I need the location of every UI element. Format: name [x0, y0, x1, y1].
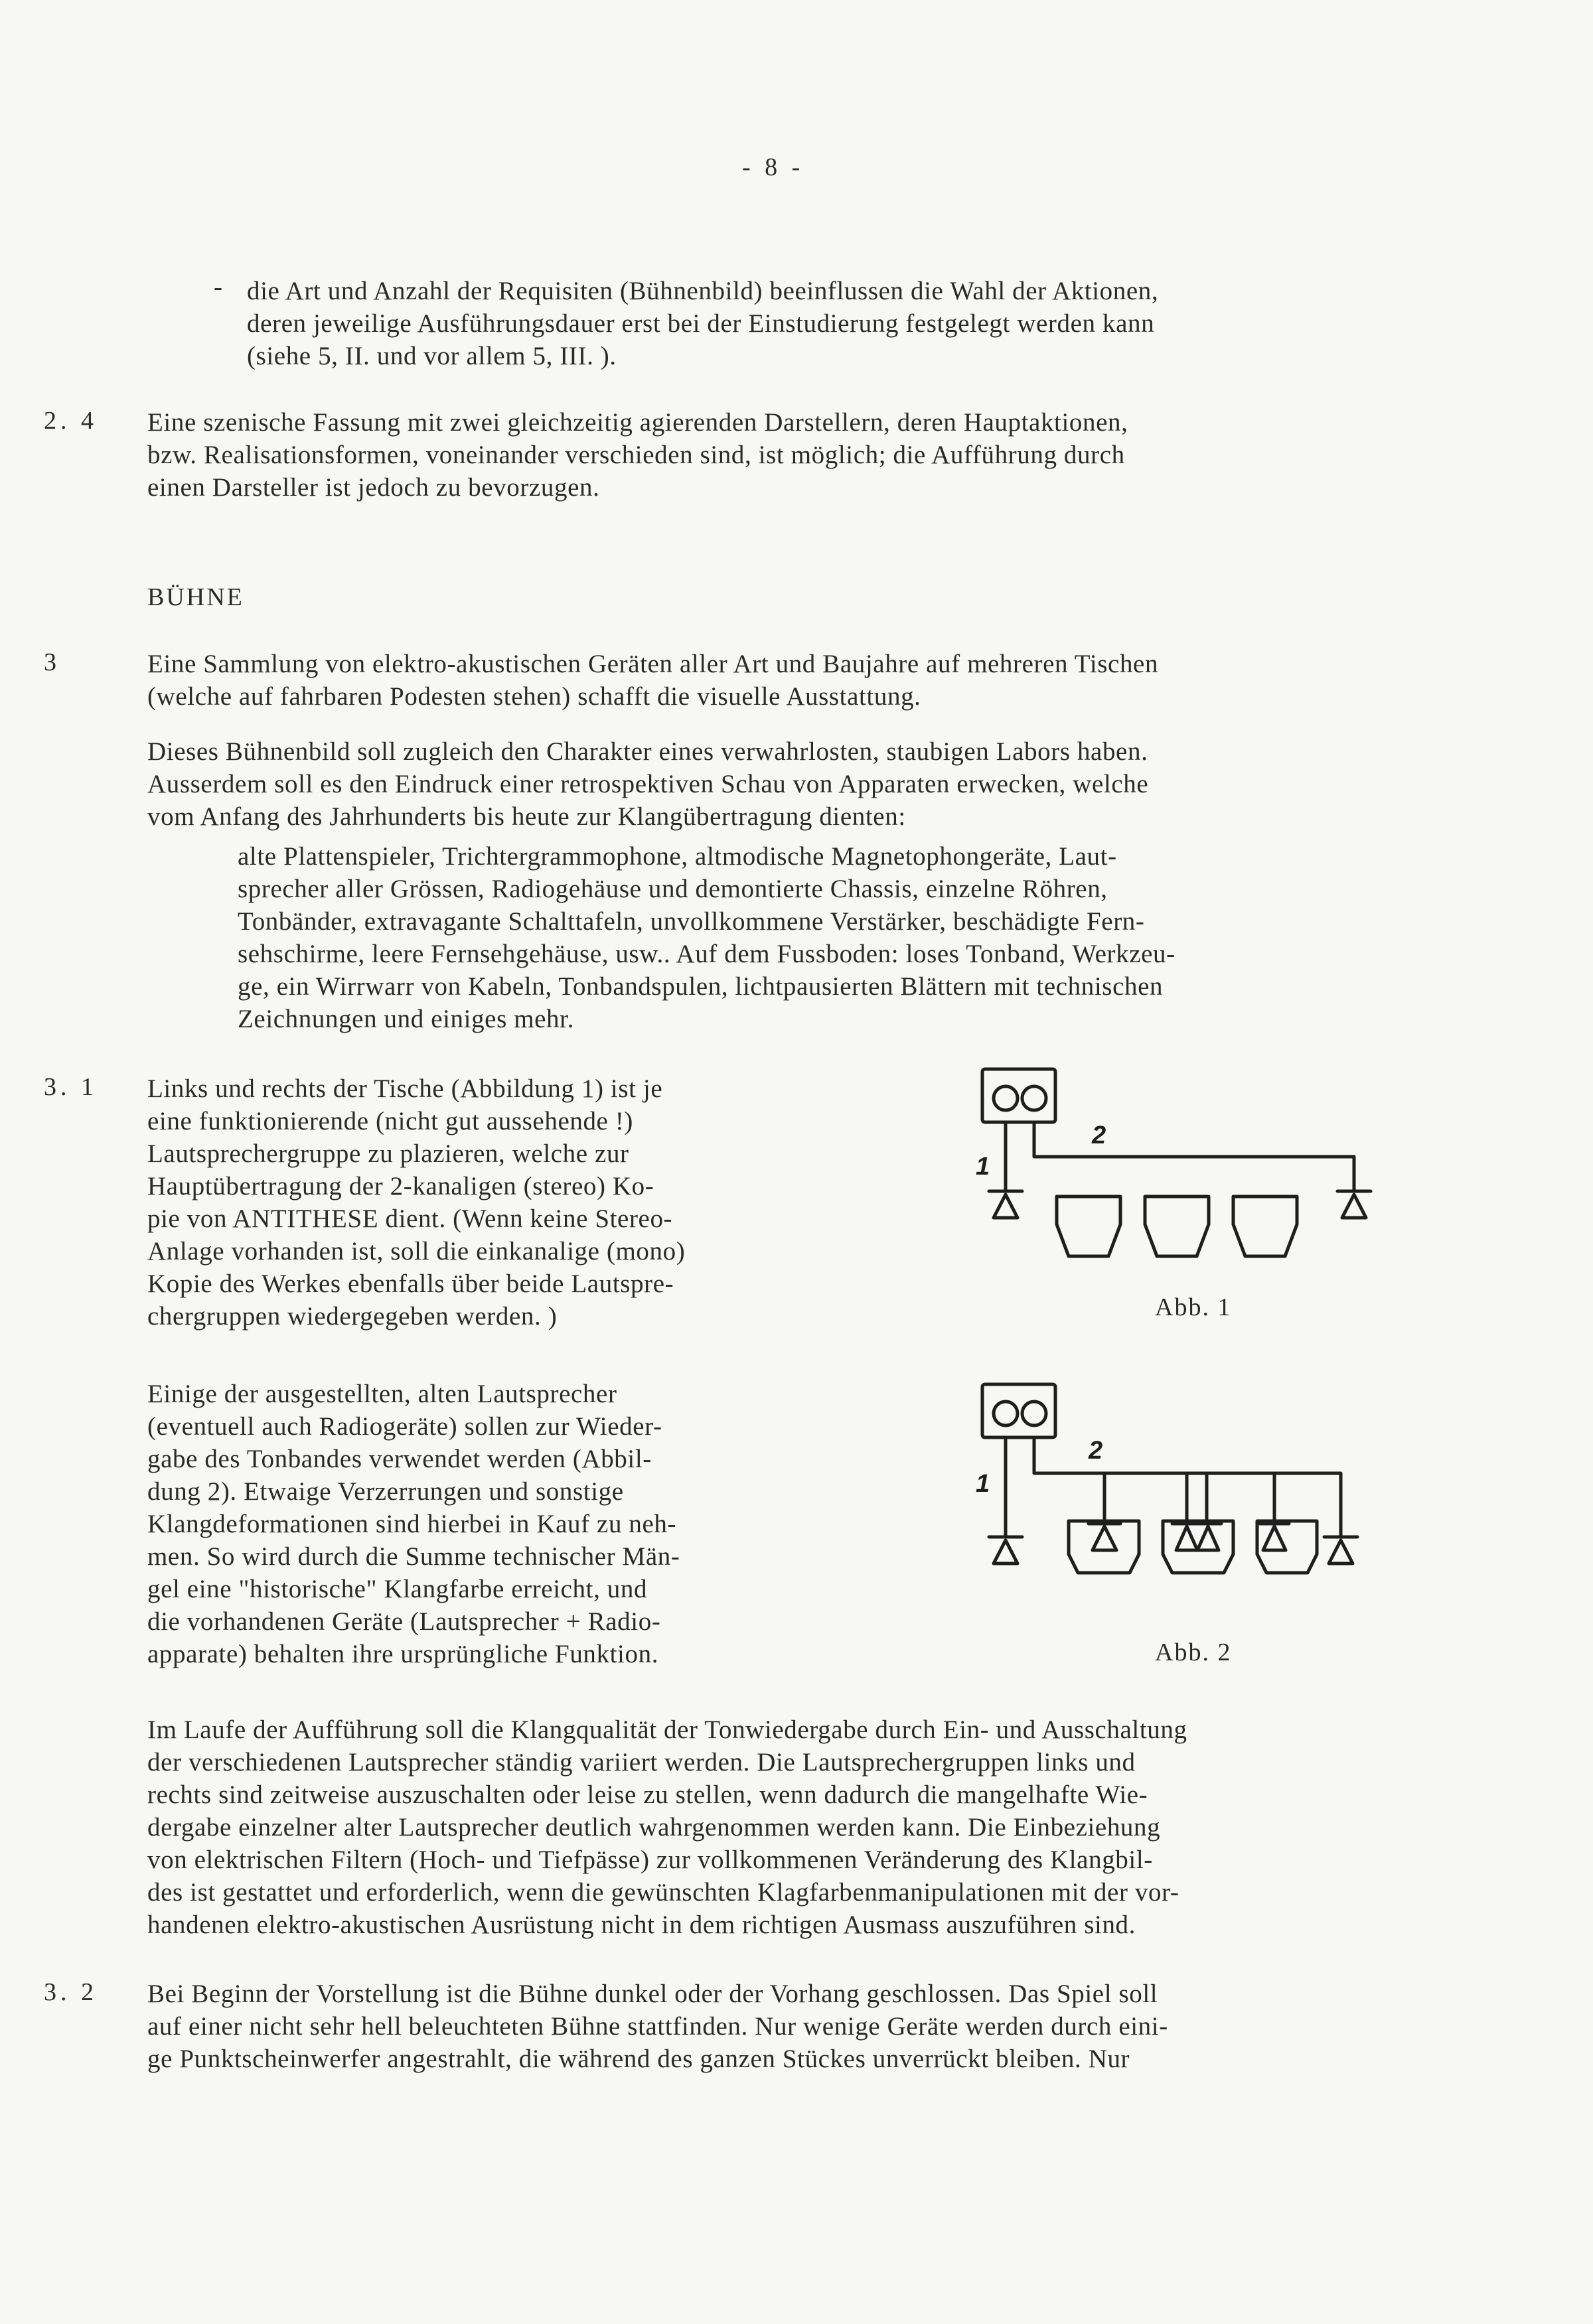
text-line: des ist gestattet und erforderlich, wenn die gewünschten Klagfarbenmanipulationen mit der vor- — [147, 1878, 1179, 1907]
text-line: chergruppen wiedergegeben werden. ) — [147, 1302, 558, 1331]
text-line: sehschirme, leere Fernsehgehäuse, usw.. Auf dem Fussboden: loses Tonband, Werkzeu- — [238, 940, 1176, 968]
section-number: 3 — [44, 648, 60, 676]
text-line: Eine Sammlung von elektro-akustischen Geräten aller Art und Baujahre auf mehreren Tischen — [147, 650, 1159, 678]
speaker-icon — [1195, 1524, 1221, 1550]
text-line: gabe des Tonbandes verwendet werden (Abbil- — [147, 1445, 652, 1473]
text-line: (siehe 5, II. und vor allem 5, III. ). — [247, 342, 617, 370]
text-line: alte Plattenspieler, Trichtergrammophone, altmodische Magnetophongeräte, Laut- — [238, 842, 1117, 871]
text-line: Links und rechts der Tische (Abbildung 1) ist je — [147, 1074, 663, 1103]
speaker-icon — [1172, 1524, 1200, 1550]
text-line: die vorhandenen Geräte (Lautsprecher + Radio- — [147, 1607, 661, 1636]
text-line: Anlage vorhanden ist, soll die einkanalige (mono) — [147, 1237, 686, 1266]
text-line: ge, ein Wirrwarr von Kabeln, Tonbandspulen, lichtpausierten Blättern mit technischen — [238, 972, 1164, 1001]
section-3-2-paragraph — [147, 1978, 1475, 2075]
table-icon — [1145, 1197, 1209, 1256]
section-3-1-paragraph-1 — [147, 1072, 838, 1333]
text-line: dergabe einzelner alter Lautsprecher deutlich wahrgenommen werden kann. Die Einbeziehung — [147, 1813, 1161, 1842]
section-3-1-paragraph-3 — [147, 1713, 1475, 1941]
figure-1-diagram — [956, 1058, 1394, 1304]
speaker-icon — [1324, 1537, 1357, 1563]
text-line: Zeichnungen und einiges mehr. — [238, 1005, 574, 1033]
text-line: Tonbänder, extravagante Schalttafeln, unvollkommene Verstärker, beschädigte Fern- — [238, 907, 1145, 936]
section-number: 3. 2 — [44, 1978, 98, 2006]
speaker-icon — [1260, 1524, 1289, 1550]
text-line: Im Laufe der Aufführung soll die Klangqualität der Tonwiedergabe durch Ein- und Ausschaltung — [147, 1715, 1187, 1744]
text-line: Kopie des Werkes ebenfalls über beide Lautspre- — [147, 1270, 674, 1298]
text-line: Ausserdem soll es den Eindruck einer retrospektiven Schau von Apparaten erwecken, welche — [147, 770, 1149, 798]
text-line: men. So wird durch die Summe technischer Män- — [147, 1542, 680, 1571]
text-line: (welche auf fahrbaren Podesten stehen) schafft die visuelle Ausstattung. — [147, 682, 921, 711]
section-3-paragraph-1 — [147, 648, 1448, 713]
text-line: deren jeweilige Ausführungsdauer erst bei der Einstudierung festgelegt werden kann — [247, 309, 1155, 338]
text-line: (eventuell auch Radiogeräte) sollen zur Wieder- — [147, 1412, 662, 1441]
text-line: bzw. Realisationsformen, voneinander verschieden sind, ist möglich; die Aufführung durch — [147, 441, 1125, 469]
section-number: 3. 1 — [44, 1073, 98, 1101]
text-line: der verschiedenen Lautsprecher ständig variiert werden. Die Lautsprechergruppen links und — [147, 1748, 1136, 1777]
text-line: sprecher aller Grössen, Radiogehäuse und demontierte Chassis, einzelne Röhren, — [238, 875, 1108, 903]
text-line: pie von ANTITHESE dient. (Wenn keine Stereo- — [147, 1204, 673, 1233]
page-number: - 8 - — [742, 153, 804, 181]
table-icon — [1057, 1197, 1120, 1256]
bullet-paragraph — [247, 275, 1455, 372]
text-line: von elektrischen Filtern (Hoch- und Tiefpässe) zur vollkommenen Veränderung des Klangbil- — [147, 1846, 1153, 1874]
text-line: Eine szenische Fassung mit zwei gleichzeitig agierenden Darstellern, deren Hauptaktionen, — [147, 408, 1128, 437]
section-number: 2. 4 — [44, 407, 98, 435]
speaker-icon — [1089, 1524, 1120, 1550]
figure-2-caption: Abb. 2 — [1155, 1638, 1232, 1666]
figure-label: 2 — [1092, 1122, 1106, 1149]
text-line: eine funktionierende (nicht gut aussehende !) — [147, 1107, 633, 1135]
section-heading: BÜHNE — [147, 583, 244, 611]
text-line: Lautsprechergruppe zu plazieren, welche zur — [147, 1139, 629, 1168]
section-3-paragraph-2 — [147, 735, 1448, 833]
text-line: ge Punktscheinwerfer angestrahlt, die während des ganzen Stückes unverrückt bleiben. Nur — [147, 2045, 1130, 2073]
figure-1-caption: Abb. 1 — [1155, 1293, 1232, 1321]
text-line: einen Darsteller ist jedoch zu bevorzugen. — [147, 473, 600, 502]
speaker-icon — [1337, 1191, 1371, 1218]
speaker-icon — [989, 1537, 1022, 1563]
text-line: dung 2). Etwaige Verzerrungen und sonstige — [147, 1477, 624, 1506]
text-line: handenen elektro-akustischen Ausrüstung nicht in dem richtigen Ausmass auszuführen sind. — [147, 1911, 1136, 1939]
text-line: gel eine "historische" Klangfarbe erreicht, und — [147, 1575, 648, 1603]
speaker-icon — [989, 1191, 1022, 1218]
equipment-list — [238, 840, 1532, 1035]
text-line: apparate) behalten ihre ursprüngliche Funktion. — [147, 1640, 659, 1668]
section-2-4-paragraph — [147, 406, 1448, 504]
figure-2-diagram — [956, 1374, 1394, 1613]
table-icon — [1233, 1197, 1297, 1256]
section-3-1-paragraph-2 — [147, 1378, 838, 1670]
bullet-marker: - — [214, 273, 222, 301]
text-line: Dieses Bühnenbild soll zugleich den Charakter eines verwahrlosten, staubigen Labors haben. — [147, 737, 1148, 766]
text-line: die Art und Anzahl der Requisiten (Bühnenbild) beeinflussen die Wahl der Aktionen, — [247, 277, 1159, 305]
text-line: auf einer nicht sehr hell beleuchteten Bühne stattfinden. Nur wenige Geräte werden durch eini- — [147, 2012, 1168, 2041]
figure-label: 1 — [976, 1153, 990, 1181]
text-line: Klangdeformationen sind hierbei in Kauf zu neh- — [147, 1510, 677, 1538]
text-line: Bei Beginn der Vorstellung ist die Bühne dunkel oder der Vorhang geschlossen. Das Spiel soll — [147, 1980, 1158, 2008]
text-line: Hauptübertragung der 2-kanaligen (stereo) Ko- — [147, 1172, 654, 1200]
figure-label: 2 — [1089, 1437, 1103, 1465]
text-line: Einige der ausgestellten, alten Lautsprecher — [147, 1380, 617, 1408]
text-line: rechts sind zeitweise auszuschalten oder leise zu stellen, wenn dadurch die mangelhafte Wie- — [147, 1780, 1148, 1809]
figure-label: 1 — [976, 1470, 990, 1498]
text-line: vom Anfang des Jahrhunderts bis heute zur Klangübertragung dienten: — [147, 802, 906, 831]
